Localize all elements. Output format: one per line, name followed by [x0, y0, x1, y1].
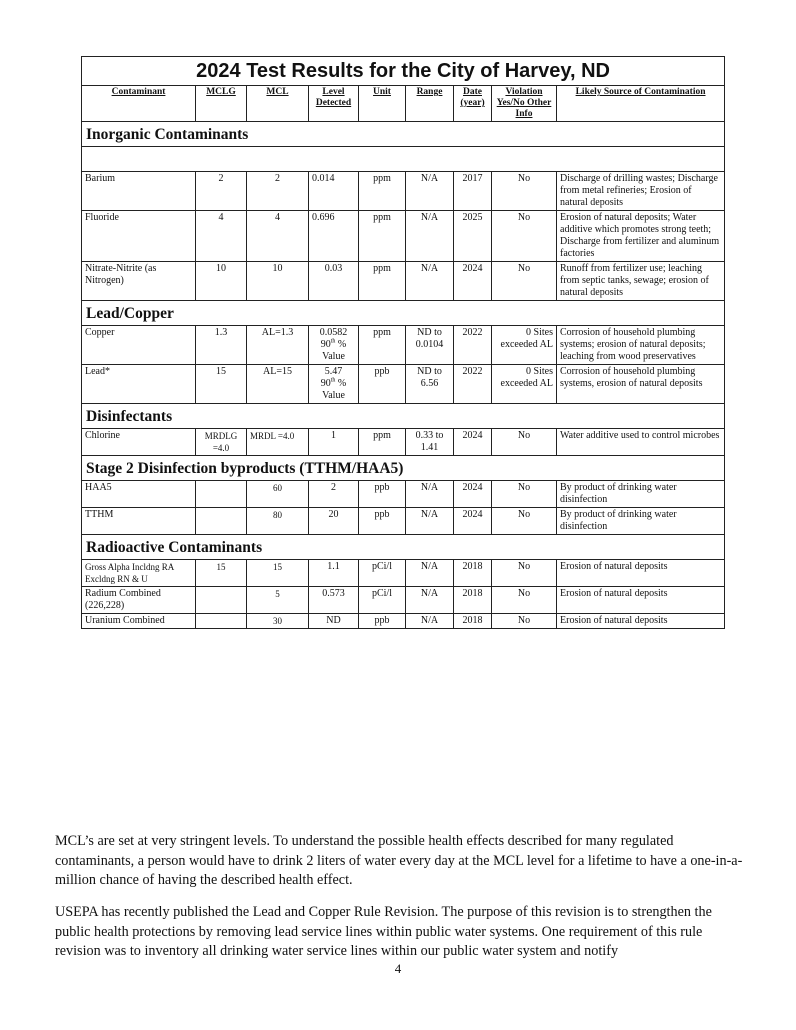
mcl-cell: 10: [247, 262, 309, 301]
level-cell: [309, 365, 359, 404]
contaminant-name: Copper: [82, 326, 196, 365]
level-cell: 0.696: [309, 211, 359, 262]
source-cell: Erosion of natural deposits: [557, 560, 725, 587]
violation-cell: 0 Sites exceeded AL: [492, 326, 557, 365]
mclg-cell: 4: [196, 211, 247, 262]
range-cell: N/A: [406, 262, 454, 301]
mcl-cell: 2: [247, 172, 309, 211]
range-cell: ND to 6.56: [406, 365, 454, 404]
spacer-row: [82, 147, 725, 172]
table-row: [82, 326, 725, 365]
mclg-cell: [196, 614, 247, 629]
unit-cell: ppm: [359, 326, 406, 365]
source-cell: Discharge of drilling wastes; Discharge from metal refineries; Erosion of natural deposits: [557, 172, 725, 211]
table-row: [82, 211, 725, 262]
header-source: Likely Source of Contamination: [557, 86, 725, 122]
level-cell: 0.03: [309, 262, 359, 301]
range-cell: N/A: [406, 211, 454, 262]
source-cell: Corrosion of household plumbing systems; erosion of natural deposits; leaching from wood preservatives: [557, 326, 725, 365]
header-unit: Unit: [359, 86, 406, 122]
level-percentile-suffix: th: [330, 338, 336, 345]
section-title-radioactive: Radioactive Contaminants: [82, 535, 725, 560]
mclg-cell: [196, 481, 247, 508]
table-row: [82, 560, 725, 587]
level-value-word: Value: [322, 351, 345, 362]
source-cell: Corrosion of household plumbing systems, erosion of natural deposits: [557, 365, 725, 404]
date-cell: 2022: [454, 326, 492, 365]
level-percent-sign: %: [335, 339, 347, 350]
source-cell: Erosion of natural deposits: [557, 614, 725, 629]
unit-cell: pCi/l: [359, 587, 406, 614]
date-cell: 2018: [454, 560, 492, 587]
source-cell: Water additive used to control microbes: [557, 429, 725, 456]
mcl-cell: 60: [247, 481, 309, 508]
section-title-disinfectants: Disinfectants: [82, 404, 725, 429]
unit-cell: ppm: [359, 172, 406, 211]
level-cell: 0.573: [309, 587, 359, 614]
mclg-cell: MRDLG =4.0: [196, 429, 247, 456]
mcl-cell: AL=1.3: [247, 326, 309, 365]
range-cell: ND to 0.0104: [406, 326, 454, 365]
mclg-cell: 15: [196, 560, 247, 587]
source-cell: Erosion of natural deposits: [557, 587, 725, 614]
table-row: [82, 365, 725, 404]
violation-cell: No: [492, 614, 557, 629]
contaminant-name: Barium: [82, 172, 196, 211]
mcl-cell: 5: [247, 587, 309, 614]
violation-cell: No: [492, 481, 557, 508]
violation-cell: No: [492, 560, 557, 587]
contaminant-name: TTHM: [82, 508, 196, 535]
page-number: 4: [394, 961, 402, 976]
mclg-cell: 15: [196, 365, 247, 404]
mcl-explanation-paragraph: MCL’s are set at very stringent levels. To understand the possible health effects described for many regulated contaminants, a person would have to drink 2 liters of water every day at the MCL level for a lifetime to have a one-in-a-million chance of having the described health effect.: [55, 833, 743, 888]
unit-cell: ppb: [359, 365, 406, 404]
contaminant-name: Lead*: [82, 365, 196, 404]
unit-cell: ppb: [359, 508, 406, 535]
level-cell: 0.014: [309, 172, 359, 211]
level-cell: ND: [309, 614, 359, 629]
contaminant-name: Radium Combined (226,228): [82, 587, 196, 614]
level-cell: [309, 326, 359, 365]
date-cell: 2024: [454, 508, 492, 535]
header-violation: Violation Yes/No Other Info: [492, 86, 557, 122]
mcl-cell: 30: [247, 614, 309, 629]
date-cell: 2024: [454, 262, 492, 301]
range-cell: N/A: [406, 587, 454, 614]
contaminant-name: Gross Alpha Incldng RA Excldng RN & U: [82, 560, 196, 587]
contaminant-name: Chlorine: [82, 429, 196, 456]
header-row: [82, 86, 725, 122]
violation-cell: No: [492, 172, 557, 211]
range-cell: N/A: [406, 614, 454, 629]
level-cell: 1: [309, 429, 359, 456]
level-value: 0.0582: [319, 327, 348, 338]
mcl-cell: 15: [247, 560, 309, 587]
mclg-cell: [196, 587, 247, 614]
table-row: [82, 172, 725, 211]
violation-cell: No: [492, 429, 557, 456]
level-value: 5.47: [324, 366, 343, 377]
unit-cell: ppm: [359, 211, 406, 262]
level-cell: 20: [309, 508, 359, 535]
table-row: [82, 508, 725, 535]
contaminant-name: Nitrate-Nitrite (as Nitrogen): [82, 262, 196, 301]
section-title-stage2: Stage 2 Disinfection byproducts (TTHM/HAA5): [82, 456, 725, 481]
level-percentile: 90: [320, 378, 331, 389]
contaminant-name: Uranium Combined: [82, 614, 196, 629]
range-cell: N/A: [406, 481, 454, 508]
source-cell: By product of drinking water disinfection: [557, 481, 725, 508]
header-level: Level Detected: [309, 86, 359, 122]
range-cell: 0.33 to 1.41: [406, 429, 454, 456]
violation-cell: No: [492, 211, 557, 262]
mclg-cell: 10: [196, 262, 247, 301]
level-value-word: Value: [322, 390, 345, 401]
level-percent-sign: %: [335, 378, 347, 389]
level-percentile: 90: [320, 339, 331, 350]
mclg-cell: 2: [196, 172, 247, 211]
date-cell: 2025: [454, 211, 492, 262]
date-cell: 2024: [454, 481, 492, 508]
level-cell: 1.1: [309, 560, 359, 587]
violation-cell: No: [492, 508, 557, 535]
mcl-cell: 4: [247, 211, 309, 262]
section-title-lead-copper: Lead/Copper: [82, 301, 725, 326]
level-percentile-suffix: th: [330, 377, 336, 384]
contaminant-name: Fluoride: [82, 211, 196, 262]
range-cell: N/A: [406, 172, 454, 211]
mcl-cell: 80: [247, 508, 309, 535]
unit-cell: ppb: [359, 481, 406, 508]
section-title-inorganic: Inorganic Contaminants: [82, 122, 725, 147]
level-cell: 2: [309, 481, 359, 508]
violation-cell: No: [492, 262, 557, 301]
contaminant-name: HAA5: [82, 481, 196, 508]
mclg-cell: [196, 508, 247, 535]
unit-cell: pCi/l: [359, 560, 406, 587]
table-row: [82, 262, 725, 301]
date-cell: 2024: [454, 429, 492, 456]
source-cell: Runoff from fertilizer use; leaching from septic tanks, sewage; erosion of natural deposits: [557, 262, 725, 301]
unit-cell: ppm: [359, 429, 406, 456]
header-contaminant: Contaminant: [82, 86, 196, 122]
table-row: [82, 481, 725, 508]
table-row: [82, 614, 725, 629]
table-row: [82, 429, 725, 456]
header-date: Date (year): [454, 86, 492, 122]
violation-cell: 0 Sites exceeded AL: [492, 365, 557, 404]
range-cell: N/A: [406, 560, 454, 587]
lead-copper-rule-paragraph: USEPA has recently published the Lead and Copper Rule Revision. The purpose of this revision is to strengthen the public health protections by removing lead service lines within public water systems. One requirement of this rule revision was to inventory all drinking water service lines within our public water system and notify: [55, 904, 712, 959]
header-mcl: MCL: [247, 86, 309, 122]
source-cell: Erosion of natural deposits; Water additive which promotes strong teeth; Discharge from fertilizer and aluminum factories: [557, 211, 725, 262]
unit-cell: ppb: [359, 614, 406, 629]
header-mclg: MCLG: [196, 86, 247, 122]
unit-cell: ppm: [359, 262, 406, 301]
date-cell: 2017: [454, 172, 492, 211]
test-results-table: [81, 56, 725, 629]
table-row: [82, 587, 725, 614]
mclg-cell: 1.3: [196, 326, 247, 365]
date-cell: 2022: [454, 365, 492, 404]
table-title: 2024 Test Results for the City of Harvey, ND: [82, 57, 725, 86]
mcl-cell: AL=15: [247, 365, 309, 404]
mcl-cell: MRDL =4.0: [247, 429, 309, 456]
source-cell: By product of drinking water disinfection: [557, 508, 725, 535]
range-cell: N/A: [406, 508, 454, 535]
header-range: Range: [406, 86, 454, 122]
date-cell: 2018: [454, 614, 492, 629]
date-cell: 2018: [454, 587, 492, 614]
violation-cell: No: [492, 587, 557, 614]
